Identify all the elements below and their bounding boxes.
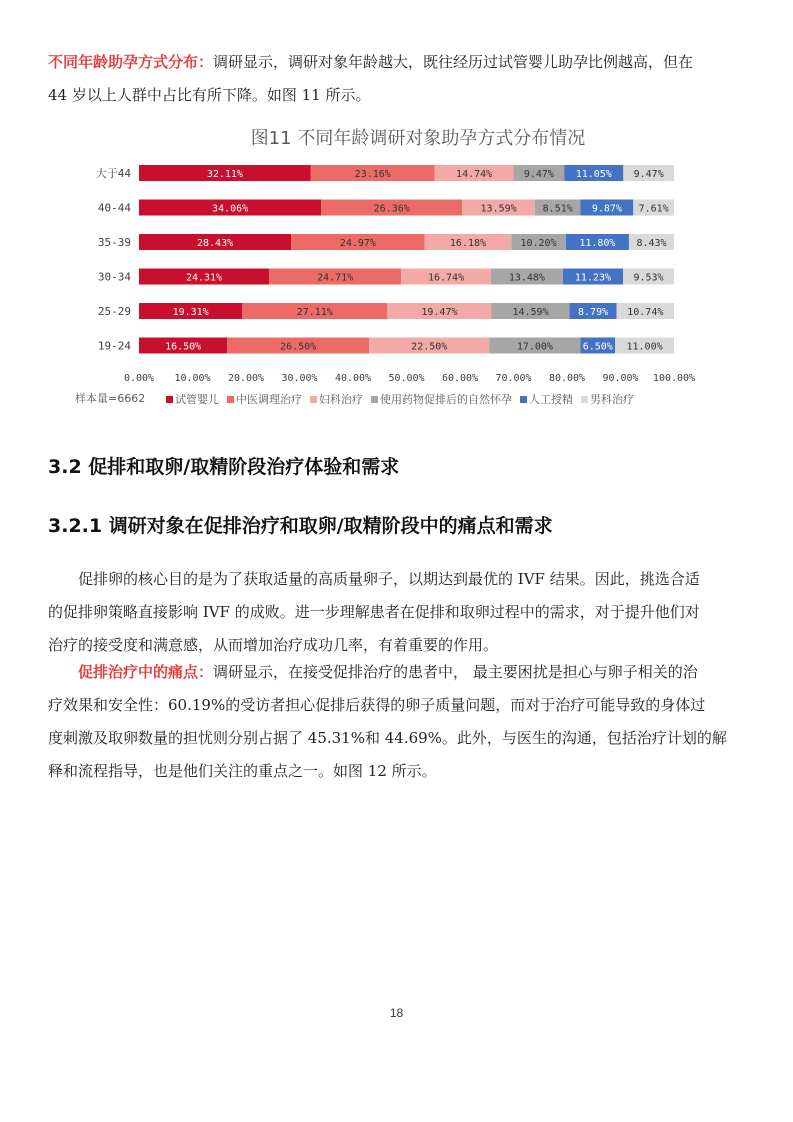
legend-label: 妇科治疗 bbox=[318, 393, 363, 406]
bar-data-label: 19.47% bbox=[421, 307, 458, 318]
bar-data-label: 11.00% bbox=[626, 341, 663, 353]
bar-data-label: 16.18% bbox=[449, 238, 487, 249]
x-tick-label: 0.00% bbox=[123, 373, 155, 384]
y-tick-label: 19-24 bbox=[97, 339, 131, 353]
bar-data-label: 11.23% bbox=[574, 272, 612, 284]
bar-data-label: 26.36% bbox=[373, 203, 410, 215]
bar-data-label: 27.11% bbox=[296, 307, 333, 318]
pain-points-line-2: 疗效果和安全性：60.19%的受访者担心促排后获得的卵子质量问题，而对于治疗可能导致的身体过 bbox=[48, 696, 706, 714]
bar-data-label: 11.80% bbox=[579, 238, 616, 249]
intro-line-2: 44 岁以上人群中占比有所下降。如图 11 所示。 bbox=[48, 86, 371, 104]
age-assisted-reproduction-chart bbox=[60, 120, 740, 420]
bar-data-label: 14.59% bbox=[512, 307, 549, 318]
strategy-line-1: 促排卵的核心目的是为了获取适量的高质量卵子，以期达到最优的 IVF 结果。因此，挑选合适 bbox=[78, 570, 700, 588]
bar-data-label: 9.87% bbox=[591, 203, 622, 215]
x-tick-label: 30.00% bbox=[281, 373, 318, 384]
bar-data-label: 8.43% bbox=[636, 238, 667, 249]
legend-swatch bbox=[310, 396, 317, 403]
bar-data-label: 17.00% bbox=[516, 341, 553, 353]
x-tick-label: 50.00% bbox=[388, 373, 425, 384]
bar-data-label: 10.20% bbox=[520, 238, 557, 249]
bar-data-label: 16.50% bbox=[165, 341, 202, 353]
bar-data-label: 9.47% bbox=[523, 169, 554, 180]
bar-data-label: 19.31% bbox=[172, 307, 209, 318]
x-tick-label: 60.00% bbox=[441, 373, 479, 384]
bar-data-label: 16.74% bbox=[427, 272, 465, 284]
legend-label: 中医调理治疗 bbox=[235, 393, 302, 406]
x-tick-label: 40.00% bbox=[334, 373, 372, 384]
intro-highlight-label: 不同年龄助孕方式分布： bbox=[48, 53, 214, 71]
x-tick-label: 90.00% bbox=[602, 373, 639, 384]
bar-data-label: 24.31% bbox=[185, 272, 223, 284]
x-tick-label: 80.00% bbox=[548, 373, 586, 384]
legend-label: 男科治疗 bbox=[589, 393, 634, 406]
strategy-paragraph bbox=[48, 563, 748, 662]
legend-label: 试管婴儿 bbox=[175, 393, 219, 406]
bar-data-label: 23.16% bbox=[354, 169, 391, 180]
legend-swatch bbox=[371, 396, 378, 403]
bar-data-label: 6.50% bbox=[582, 341, 613, 353]
legend-swatch bbox=[581, 396, 588, 403]
pain-points-line-3: 度刺激及取卵数量的担忧则分别占据了 45.31%和 44.69%。此外，与医生的沟通，包括治疗计划的解 bbox=[48, 729, 727, 747]
strategy-line-2: 的促排卵策略直接影响 IVF 的成败。进一步理解患者在促排和取卵过程中的需求，对于提升他们对 bbox=[48, 603, 700, 621]
bar-data-label: 8.79% bbox=[578, 307, 609, 318]
bar-data-label: 24.97% bbox=[339, 238, 376, 249]
y-tick-label: 25-29 bbox=[97, 305, 131, 318]
legend-swatch bbox=[520, 396, 527, 403]
sample-size-note: 样本量=6662 bbox=[75, 392, 146, 405]
bar-data-label: 22.50% bbox=[411, 341, 448, 353]
intro-line-1: 调研显示，调研对象年龄越大，既往经历过试管婴儿助孕比例越高，但在 bbox=[213, 53, 694, 71]
x-tick-label: 10.00% bbox=[174, 373, 211, 384]
bar-data-label: 32.11% bbox=[206, 169, 243, 180]
bar-data-label: 10.74% bbox=[627, 307, 664, 318]
pain-points-line-1: 调研显示，在接受促排治疗的患者中， 最主要困扰是担心与卵子相关的治 bbox=[213, 663, 698, 681]
pain-points-paragraph bbox=[48, 656, 748, 788]
bar-data-label: 13.48% bbox=[508, 272, 545, 284]
strategy-line-3: 治疗的接受度和满意感，从而增加治疗成功几率，有着重要的作用。 bbox=[48, 636, 499, 654]
y-tick-label: 40-44 bbox=[97, 201, 131, 215]
bar-data-label: 26.50% bbox=[280, 341, 317, 353]
y-tick-label: 35-39 bbox=[97, 236, 131, 249]
x-tick-label: 70.00% bbox=[495, 373, 532, 384]
y-tick-label: 大于44 bbox=[95, 167, 131, 180]
bar-data-label: 11.05% bbox=[575, 169, 612, 180]
bar-data-label: 14.74% bbox=[456, 169, 493, 180]
pain-points-line-4: 释和流程指导，也是他们关注的重点之一。如图 12 所示。 bbox=[48, 762, 437, 780]
bar-data-label: 7.61% bbox=[638, 203, 669, 215]
pain-points-label: 促排治疗中的痛点： bbox=[78, 663, 214, 681]
x-tick-label: 100.00% bbox=[652, 373, 696, 384]
legend-swatch bbox=[166, 396, 173, 403]
bar-data-label: 34.06% bbox=[212, 203, 249, 215]
intro-paragraph bbox=[48, 46, 748, 112]
bar-data-label: 24.71% bbox=[317, 272, 354, 284]
bar-data-label: 28.43% bbox=[196, 238, 234, 249]
y-tick-label: 30-34 bbox=[97, 270, 131, 284]
legend-swatch bbox=[227, 396, 234, 403]
bar-data-label: 9.47% bbox=[633, 169, 664, 180]
page-number: 18 bbox=[389, 1006, 404, 1020]
legend-label: 使用药物促排后的自然怀孕 bbox=[379, 393, 512, 406]
legend-label: 人工授精 bbox=[528, 393, 573, 406]
bar-data-label: 9.53% bbox=[633, 272, 664, 284]
section-heading: 3.2 促排和取卵/取精阶段治疗体验和需求 bbox=[48, 456, 400, 478]
subsection-heading: 3.2.1 调研对象在促排治疗和取卵/取精阶段中的痛点和需求 bbox=[48, 515, 553, 537]
chart-title: 图11 不同年龄调研对象助孕方式分布情况 bbox=[250, 128, 586, 149]
bar-data-label: 8.51% bbox=[542, 203, 573, 215]
bar-data-label: 13.59% bbox=[480, 203, 517, 215]
x-tick-label: 20.00% bbox=[227, 373, 265, 384]
